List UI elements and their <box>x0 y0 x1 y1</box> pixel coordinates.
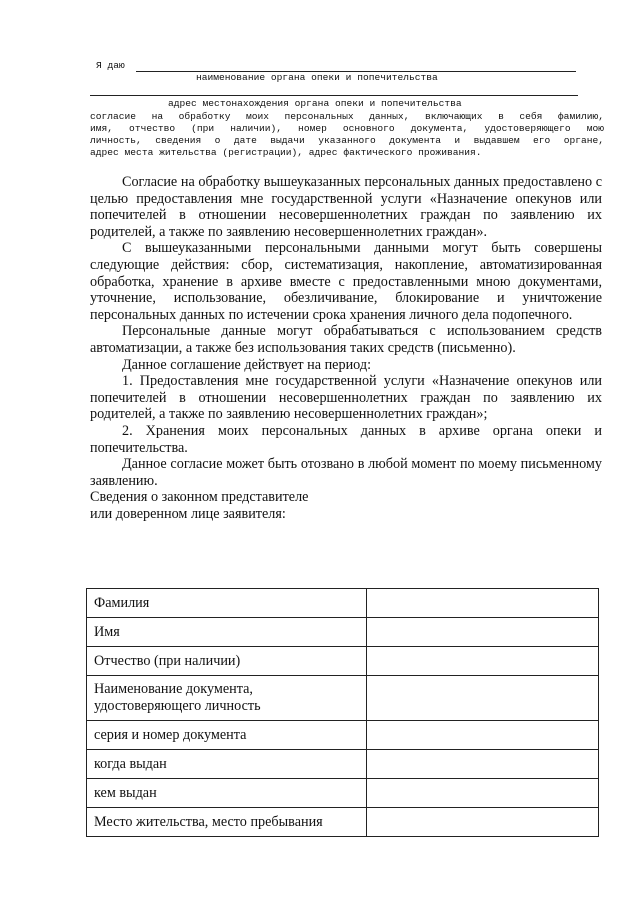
consent-line: имя, отчество (при наличии), номер основного документа, удостоверяющего мою <box>90 123 604 134</box>
field-label: Отчество (при наличии) <box>87 647 367 676</box>
consent-header <box>90 60 604 158</box>
field-label: серия и номер документа <box>87 721 367 750</box>
section-title: Сведения о законном представителе <box>90 489 309 506</box>
field-label <box>87 676 367 721</box>
table-row <box>87 676 599 721</box>
paragraph-automation: Персональные данные могут обрабатываться с использованием средств автоматизации, а также без использования таких средств (письменно). <box>90 323 602 356</box>
consent-body <box>90 174 602 522</box>
give-consent-row <box>90 60 604 72</box>
paragraph-period: Данное соглашение действует на период: <box>122 356 372 373</box>
table-row <box>87 779 599 808</box>
field-label-line: удостоверяющего личность <box>94 698 261 714</box>
paragraph-period-item-1: 1. Предоставления мне государственной услуги «Назначение опекунов или попечителей в отношении несовершеннолетних граждан по заявлению их родителей, а также по заявлению несовершеннолетних граждан»; <box>90 373 602 423</box>
paragraph-actions: С вышеуказанными персональными данными могут быть совершены следующие действия: сбор, систематизация, накопление, автоматизированная обработка, хранение в архиве вместе с предоставленными мною документами, уточнение, использование, обезличивание, блокирование и уничтожение персональных данных по истечении срока хранения личного дела подопечного. <box>90 240 602 323</box>
field-value[interactable] <box>367 589 599 618</box>
table-row <box>87 589 599 618</box>
field-label: Фамилия <box>87 589 367 618</box>
organ-name-caption: наименование органа опеки и попечительства <box>196 72 438 83</box>
field-value[interactable] <box>367 750 599 779</box>
representative-info-table <box>86 588 599 837</box>
consent-statement <box>90 111 604 159</box>
field-value[interactable] <box>367 721 599 750</box>
field-value[interactable] <box>367 618 599 647</box>
table-row <box>87 750 599 779</box>
field-value[interactable] <box>367 779 599 808</box>
field-label: кем выдан <box>87 779 367 808</box>
organ-address-field[interactable] <box>90 95 578 96</box>
field-label: Место жительства, место пребывания <box>87 808 367 837</box>
field-value[interactable] <box>367 808 599 837</box>
field-label-line: Наименование документа, <box>94 681 253 698</box>
consent-line: личность, сведения о дате выдачи указанного документа и выдавшем его органе, <box>90 135 604 146</box>
paragraph-period-item-2: 2. Хранения моих персональных данных в архиве органа опеки и попечительства. <box>90 422 602 456</box>
give-label: Я даю <box>96 60 125 71</box>
table-row <box>87 721 599 750</box>
field-label: когда выдан <box>87 750 367 779</box>
table-row <box>87 618 599 647</box>
paragraph-purpose: Согласие на обработку вышеуказанных персональных данных предоставлено с целью предоставления мне государственной услуги «Назначение опекунов или попечителей в отношении несовершеннолетних граждан по заявлению их родителей, а также по заявлению несовершеннолетних граждан». <box>90 174 602 240</box>
section-title-continued: или доверенном лице заявителя: <box>90 505 286 522</box>
table-row <box>87 647 599 676</box>
field-value[interactable] <box>367 676 599 721</box>
table-row <box>87 808 599 837</box>
consent-line: согласие на обработку моих персональных данных, включающих в себя фамилию, <box>90 111 604 122</box>
organ-address-caption: адрес местонахождения органа опеки и попечительства <box>168 98 462 109</box>
paragraph-revocation: Данное согласие может быть отозвано в любой момент по моему письменному заявлению. <box>90 456 602 489</box>
field-value[interactable] <box>367 647 599 676</box>
field-label: Имя <box>87 618 367 647</box>
consent-line: адрес места жительства (регистрации), адрес фактического проживания. <box>90 147 482 158</box>
